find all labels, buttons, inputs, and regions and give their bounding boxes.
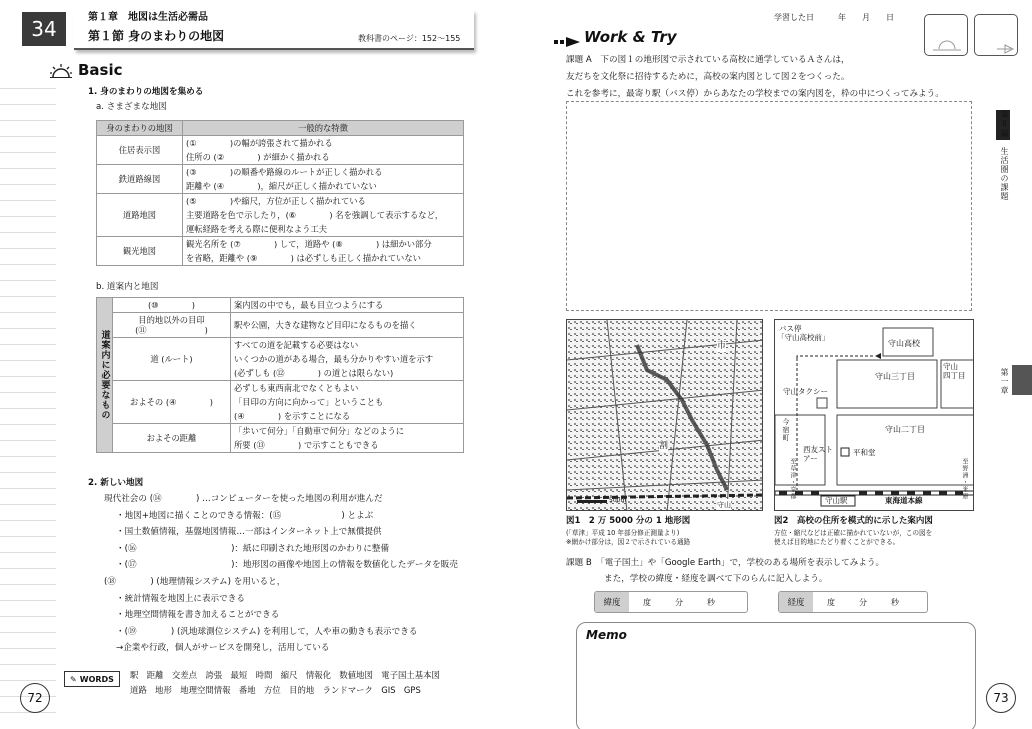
longitude-label: 経度 (779, 592, 813, 613)
ruled-line (0, 88, 56, 89)
task-a-line: 友だちを文化祭に招待するために，高校の案内図として図２をつくった。 (566, 72, 850, 82)
side-tab-2 (1012, 365, 1032, 395)
store-label: 西友ストアー (803, 445, 833, 463)
ruled-line (0, 104, 56, 105)
ruled-line (0, 424, 56, 425)
area-4-label: 守山 四丁目 (943, 362, 966, 380)
ruled-line (0, 168, 56, 169)
ruled-line (0, 520, 56, 521)
table-a-header: 身のまわりの地図 (97, 121, 183, 136)
work-arrow-icon (554, 32, 580, 51)
work-try-heading: Work & Try (584, 28, 677, 46)
longitude-field[interactable] (778, 591, 928, 613)
guide-map-draw-area[interactable] (566, 101, 972, 311)
side-tab-1-label: 第Ⅱ編 生活圏の課題 (1000, 110, 1009, 201)
ruled-line (0, 344, 56, 345)
table-a-row-name: 住居表示図 (97, 136, 183, 165)
stamp-box-2 (974, 14, 1018, 56)
rail-line-label: 東海道本線 (885, 496, 923, 505)
table-a-feature-line: 住所の (② ) が細かく描かれる (183, 150, 464, 165)
ruled-line (0, 440, 56, 441)
ruled-line (0, 152, 56, 153)
map1-city: 市 (717, 341, 727, 351)
heading-1: 1. 身のまわりの地図を集める (88, 87, 204, 97)
ruled-line (0, 264, 56, 265)
ruled-line (0, 616, 56, 617)
task-b-line-2: また，学校の緯度・経度を調べて下のらんに記入しよう。 (604, 574, 828, 584)
ruled-line (0, 712, 56, 713)
heading-1b: b. 道案内と地図 (96, 282, 159, 292)
fig1-note-2: ※網かけ部分は，図２で示されている通路 (566, 538, 691, 546)
ruled-line (0, 536, 56, 537)
words-line-2: 道路 地形 地理空間情報 番地 方位 目的地 ランドマーク GIS GPS (130, 685, 421, 695)
fig2-note-2: 使えば目的地にたどり着くことができる。 (774, 538, 900, 546)
table-b-line: (必ずしも (⑫ ) の道とは限らない) (231, 366, 464, 381)
new-map-line: →企業や行政，個人がサービスを開発し，活用している (116, 643, 330, 654)
latitude-field[interactable] (594, 591, 748, 613)
ruled-line (0, 584, 56, 585)
task-b-line-1: 課題 B 「電子国土」や「Google Earth」で，学校のある場所を表示してみよう。 (566, 558, 885, 568)
ruled-line (0, 456, 56, 457)
ruled-line (0, 600, 56, 601)
table-a-feature-line: (③ )の順番や路線のルートが正しく描かれる (183, 165, 464, 180)
new-map-line: ・国土数値情報，基盤地図情報…一部はインターネット上で無償提供 (116, 527, 382, 538)
guidance-table (96, 297, 464, 453)
taxi-label: 守山タクシー (783, 387, 828, 396)
area-2-label: 守山二丁目 (885, 425, 925, 434)
new-map-line: ・統計情報を地図上に表示できる (116, 593, 245, 604)
memo-label: Memo (586, 628, 627, 642)
textbook-pages: 教科書のページ：152～155 (358, 34, 461, 43)
table-b-line: 「目印の方向に向かって」ということも (231, 395, 464, 409)
table-b-row-name: (⑩ ) (113, 298, 231, 313)
ruled-line (0, 184, 56, 185)
ruled-line (0, 664, 56, 665)
heading-1a: a. さまざまな地図 (96, 102, 167, 112)
ruled-line (0, 232, 56, 233)
table-b-side-label: 道案内に必要なもの (97, 298, 113, 453)
latitude-label: 緯度 (595, 592, 629, 613)
section-title: 第１節 身のまわりの地図 (88, 29, 225, 43)
bus-stop-label: バス停 (779, 324, 802, 333)
ruled-line (0, 408, 56, 409)
ruled-line (0, 392, 56, 393)
sun-icon (50, 63, 72, 77)
table-b-line: 案内図の中でも，最も目立つようにする (231, 298, 464, 313)
ruled-line (0, 136, 56, 137)
bus-stop-name: 「守山高校前」 (777, 333, 830, 342)
ruled-line (0, 568, 56, 569)
table-a-feature-line: を省略，距離や (⑨ ) は必ずしも正しく描かれていない (183, 251, 464, 266)
ruled-line (0, 328, 56, 329)
new-map-line: ・地図+地図に描くことのできる情報：(⑮ ) とよぶ (116, 510, 374, 521)
table-b-row-name: 道 (ルート) (113, 338, 231, 381)
heading-2: 2. 新しい地図 (88, 478, 144, 488)
table-a-row-name: 鉄道路線図 (97, 165, 183, 194)
chapter-badge: 34 (22, 12, 66, 46)
memo-area[interactable] (576, 622, 976, 729)
study-date: 学習した日 年 月 日 (774, 13, 894, 22)
table-b-line: 必ずしも東西南北でなくともよい (231, 381, 464, 396)
fig1-caption: 図1 2 万 5000 分の 1 地形図 (566, 516, 691, 526)
ruled-line (0, 200, 56, 201)
map1-station: 守山 (717, 501, 731, 509)
map1-wari: 割 (659, 441, 669, 451)
ruled-line (0, 248, 56, 249)
school-label: 守山高校 (888, 339, 920, 348)
new-map-line: ・(⑰ )：地形図の画像や地図上の情報を数値化したデータを販売 (116, 560, 458, 571)
task-a-line: 課題 A 下の図１の地形図で示されている高校に通学しているＡさんは， (566, 55, 850, 65)
table-a-row-name: 道路地図 (97, 194, 183, 237)
table-b-line: いくつかの道がある場合，最も分かりやすい道を示す (231, 352, 464, 366)
ruled-line (0, 552, 56, 553)
table-b-line: 「歩いて何分」「自動車で何分」などのように (231, 424, 464, 439)
words-label: WORDS (79, 674, 114, 684)
new-map-line: ・(⑲ ) (汎地球測位システム) を利用して，人や車の動きも表示できる (116, 626, 418, 637)
fig2-caption: 図2 高校の住所を模式的に示した案内図 (774, 516, 933, 526)
table-b-line: (④ ) を示すことになる (231, 409, 464, 424)
ruled-line (0, 680, 56, 681)
fig1-note-1: (「草津」平成 10 年部分修正測量より) (566, 529, 680, 537)
schematic-guide-map (774, 319, 974, 511)
stamp-box-1 (924, 14, 968, 56)
table-b-row-name: 目的地以外の目印 (⑪ ) (113, 313, 231, 338)
ruled-line (0, 360, 56, 361)
table-a-feature-line: 距離や (④ )，縮尺が正しく描かれていない (183, 179, 464, 194)
ruled-line (0, 376, 56, 377)
table-b-line: すべての道を記載する必要はない (231, 338, 464, 353)
words-badge (64, 671, 120, 687)
table-b-row-name: およその距離 (113, 424, 231, 453)
table-a-feature-line: (① )の幅が誇張されて描かれる (183, 136, 464, 151)
table-b-row-name: およその (④ ) (113, 381, 231, 424)
ruled-line (0, 312, 56, 313)
ruled-line (0, 296, 56, 297)
words-line-1: 駅 距離 交差点 誇張 最短 時間 縮尺 情報化 数値地図 電子国土基本図 (130, 670, 440, 680)
table-b-line: 駅や公園，大きな建物など目印になるものを描く (231, 313, 464, 338)
table-a-feature-line: 主要道路を色で示したり，(⑥ ) 名を強調して表示するなど， (183, 208, 464, 222)
table-a-feature-line: (⑤ )や縮尺，方位が正しく描かれている (183, 194, 464, 209)
fig2-note-1: 方位・縮尺などは正確に描かれていないが，この図を (774, 529, 933, 537)
chapter-line: 第１章 地図は生活必需品 (88, 12, 208, 23)
sun-stamp-icon (925, 15, 969, 57)
new-map-line: ・地理空間情報を書き加えることができる (116, 610, 280, 621)
map1-scale: 500m (609, 497, 627, 504)
basic-heading: Basic (78, 61, 123, 79)
table-a-feature-line: 観光名所を (⑦ ) して，道路や (⑧ ) は細かい部分 (183, 237, 464, 252)
table-a-header: 一般的な特徴 (183, 121, 464, 136)
side-tab-2-label: 第一章 (1000, 368, 1009, 395)
latitude-dms: 度 分 秒 (643, 598, 715, 607)
table-a-feature-line: 運転経路を考える際に便利なよう工夫 (183, 222, 464, 237)
new-map-line: 現代社会の (⑭ ) …コンピューターを使った地図の利用が進んだ (104, 494, 383, 504)
ruled-line (0, 504, 56, 505)
ruled-line (0, 632, 56, 633)
shop-label: 平和堂 (853, 448, 876, 457)
ruled-line (0, 120, 56, 121)
pencil-stamp-icon (975, 15, 1019, 57)
table-a-row-name: 観光地図 (97, 237, 183, 266)
task-a-line: これを参考に，最寄り駅（バス停）からあなたの学校までの案内図を，枠の中につくってみよう。 (566, 89, 944, 99)
right-page (516, 0, 1032, 729)
ruled-line (0, 280, 56, 281)
map-types-table (96, 120, 464, 266)
ruled-line (0, 472, 56, 473)
rail-left-label: 至草津・京都 (789, 458, 796, 500)
ruled-line (0, 216, 56, 217)
longitude-dms: 度 分 秒 (827, 598, 899, 607)
topographic-map (566, 319, 763, 511)
ruled-line (0, 488, 56, 489)
table-b-line: 所要 (⑬ ) で示すこともできる (231, 438, 464, 453)
rail-right-label: 至野洲・米原 (961, 458, 968, 500)
new-map-line: (⑱ ) (地理情報システム) を用いると， (104, 577, 286, 587)
ruled-line (0, 648, 56, 649)
road-left-label: 今宿町 (782, 418, 790, 442)
words-icon: ✎ (70, 674, 77, 684)
page-number-left: 72 (20, 683, 50, 713)
new-map-line: ・(⑯ )：紙に印刷された地形図のかわりに整備 (116, 543, 390, 554)
page-number-right: 73 (986, 683, 1016, 713)
area-3-label: 守山三丁目 (875, 372, 915, 381)
station-label: 守山駅 (825, 496, 848, 505)
